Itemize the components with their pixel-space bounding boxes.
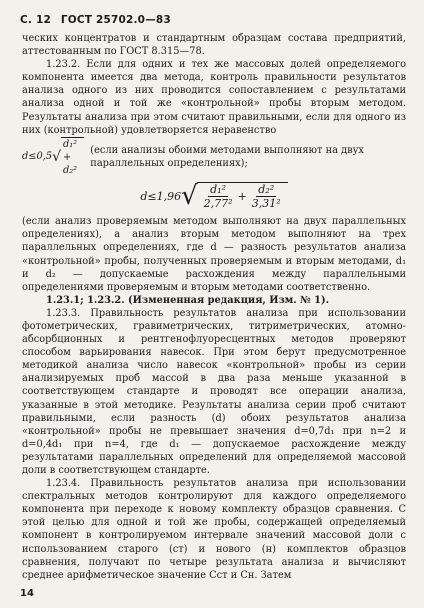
fraction-2: $\frac{\text{d₂²}}{\text{3,31²}}$ (251, 183, 281, 211)
formula1-radicand: d₁² + d₂² (61, 137, 84, 177)
paragraph-1-23-3: 1.23.3. Правильность результатов анализа при использовании фотометрических, гравиметрических, титриметрических, атомно-абсорбционных и рентгенофлуоресцентных методов проверяют способом варьирования навесок. При этом берут предусмотренное методикой анализа число навесок «контрольной» пробы из серии анализируемых проб массой в два раза меньше указанной в соответствующем стандарте и проводят все операции анализа, указанные в этой методике. Результаты анализа серии проб считают правильными, если разность (d) обоих результатов анализа «контрольной» пробы не превышает значения d=0,7d₁ при n=2 и d=0,4d₁ при n=4, где d₁ — допускаемое расхождение между результатами параллельных определений для определяемой массовой доли в соответствующем стандарте. (22, 307, 406, 476)
standard-code: ГОСТ 25702.0—83 (60, 14, 171, 26)
document-body (22, 32, 406, 582)
radical-sign-large: √ (181, 181, 198, 212)
page-label: С. 12 (20, 14, 51, 26)
formula2-lhs: d≤1,96 (140, 189, 182, 203)
formula1-note: (если анализы обоими методами выполняют на двух параллельных определениях); (90, 144, 364, 169)
formula1-lhs: d≤0,5 (22, 151, 53, 163)
paragraph-1-23-4: 1.23.4. Правильность результатов анализа при использовании спектральных методов контролируют для каждого определяемого компонента при переходе к новому комплекту образцов сравнения. С этой целью для одной и той же пробы, содержащей определяемый компонент в контролируемом интервале значений массовой доли с использованием старого (ст) и нового (н) комплектов образцов сравнения, получают по четыре результата анализа и вычисляют среднее арифметическое значение Cст и Cн. Затем (22, 478, 406, 581)
paragraph-amendment-note: 1.23.1; 1.23.2. (Измененная редакция, Изм. № 1). (46, 294, 330, 306)
radical-sign: √ (52, 148, 61, 165)
paragraph-formula-explanation: (если анализ проверяемым методом выполняют на двух параллельных определениях), а анализ вторым методом выполняют на трех параллельных определениях, где d — разность результатов анализа «контрольной» пробы, полученных проверяемым и вторым методами, d₁ и d₂ — допускаемые расхождения между параллельными определениями проверяемым и вторым методами соответственно. (22, 216, 406, 293)
paragraph-continuation: ческих концентратов и стандартным образцам состава предприятий, аттестованным по ГОСТ 8.315—78. (22, 33, 406, 58)
formula-inequality-1 (22, 137, 406, 177)
page-number: 14 (20, 588, 34, 599)
formula-inequality-2: d≤1,96 √ $\frac{\text{d₁²}}{\text{2,77²}}$ + $\frac{\text{d₂²}}{\text{3,31²}}$ (22, 182, 406, 210)
paragraph-1-23-2: 1.23.2. Если для одних и тех же массовых долей определяемого компонента имеется два метода, контроль правильности результатов анализа одного из них проводится сопоставлением с результатами анализа одной и той же «контрольной» пробы вторым методом. Результаты анализа при этом считают правильными, если для одного из них (контрольной) удовлетворяется неравенство (22, 59, 406, 136)
page-header (20, 14, 177, 26)
fraction-1: $\frac{\text{d₁²}}{\text{2,77²}}$ (203, 183, 233, 211)
